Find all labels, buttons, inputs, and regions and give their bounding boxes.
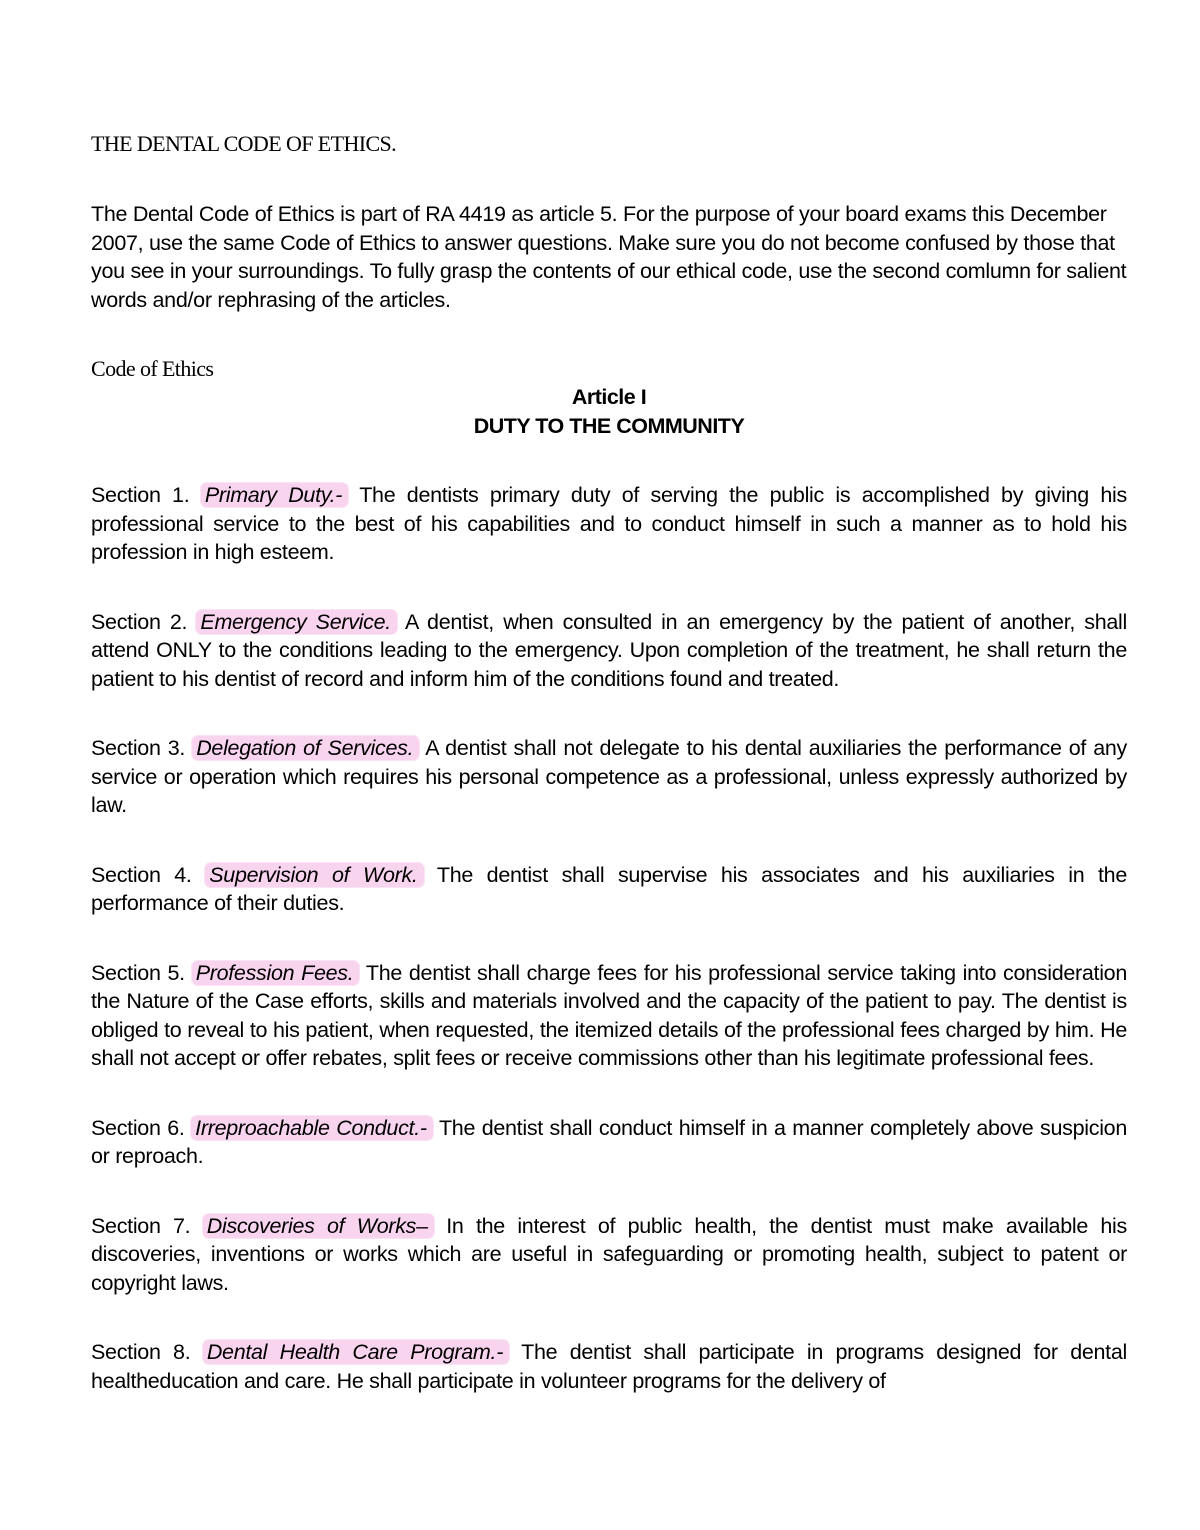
section-heading-highlight: Primary Duty.- xyxy=(201,483,348,507)
section-heading-highlight: Emergency Service. xyxy=(196,610,397,634)
section-body: The dentist shall conduct himself in a manner completely above suspicion or reproach. xyxy=(91,1115,1127,1168)
section-body: A dentist shall not delegate to his dental auxiliaries the performance of any service or operation which requires his personal competence as a professional, unless expressly authorized by law. xyxy=(91,736,1127,817)
section-prefix: Section 3. xyxy=(91,736,186,760)
section-prefix: Section 7. xyxy=(91,1213,191,1238)
section-heading-highlight: Supervision of Work. xyxy=(205,863,423,887)
section-2 xyxy=(91,608,1127,694)
section-prefix: Section 6. xyxy=(91,1115,185,1140)
section-body: In the interest of public health, the dentist must make available his discoveries, inventions or works which are useful in safeguarding or promoting health, subject to patent or copyright laws. xyxy=(91,1213,1127,1295)
section-heading-highlight: Dental Health Care Program.- xyxy=(203,1340,509,1364)
section-body: The dentist shall charge fees for his professional service taking into consideration the Nature of the Case efforts, skills and materials involved and the capacity of the patient to pay. The dentist is obliged to reveal to his patient, when requested, the itemized details of the professional fees charged by him. He shall not accept or offer rebates, split fees or receive commissions other than his legitimate professional fees. xyxy=(91,960,1127,1070)
section-heading-highlight: Delegation of Services. xyxy=(192,736,419,760)
section-body: The dentist shall supervise his associates and his auxiliaries in the performance of their duties. xyxy=(91,862,1127,915)
section-3 xyxy=(91,734,1127,820)
article-name: DUTY TO THE COMMUNITY xyxy=(473,413,745,438)
section-heading-highlight: Profession Fees. xyxy=(192,961,360,985)
section-prefix: Section 8. xyxy=(91,1340,191,1364)
section-heading-highlight: Discoveries of Works– xyxy=(203,1214,434,1238)
section-7 xyxy=(91,1212,1127,1298)
section-body: The dentists primary duty of serving the public is accomplished by giving his professional service to the best of his capabilities and to conduct himself in such a manner as to hold his profession in high esteem. xyxy=(91,483,1127,564)
section-6 xyxy=(91,1114,1127,1171)
intro-paragraph: The Dental Code of Ethics is part of RA 4419 as article 5. For the purpose of your board exams this December 2007, use the same Code of Ethics to answer questions. Make sure you do not become confused by those that you see in your surroundings. To fully grasp the contents of our ethical code, use the second comlumn for salient words and/or rephrasing of the articles. xyxy=(91,202,1127,312)
section-prefix: Section 5. xyxy=(91,960,185,985)
section-5 xyxy=(91,959,1127,1073)
section-body: A dentist, when consulted in an emergency by the patient of another, shall attend ONLY to the conditions leading to the emergency. Upon completion of the treatment, he shall return the patient to his dentist of record and inform him of the conditions found and treated. xyxy=(91,609,1127,691)
article-number: Article I xyxy=(571,385,647,409)
section-8 xyxy=(91,1338,1127,1395)
section-1 xyxy=(91,481,1127,567)
section-4 xyxy=(91,861,1127,918)
section-prefix: Section 2. xyxy=(91,609,188,634)
section-prefix: Section 4. xyxy=(91,862,192,887)
section-prefix: Section 1. xyxy=(91,483,190,507)
code-of-ethics-label: Code of Ethics xyxy=(91,356,214,381)
document-page xyxy=(91,130,1127,1395)
article-header xyxy=(91,383,1127,440)
section-body: The dentist shall participate in programs designed for dental healtheducation and care. He shall participate in volunteer programs for the delivery of xyxy=(91,1340,1127,1393)
section-heading-highlight: Irreproachable Conduct.- xyxy=(191,1116,433,1140)
document-title: THE DENTAL CODE OF ETHICS. xyxy=(91,131,397,156)
